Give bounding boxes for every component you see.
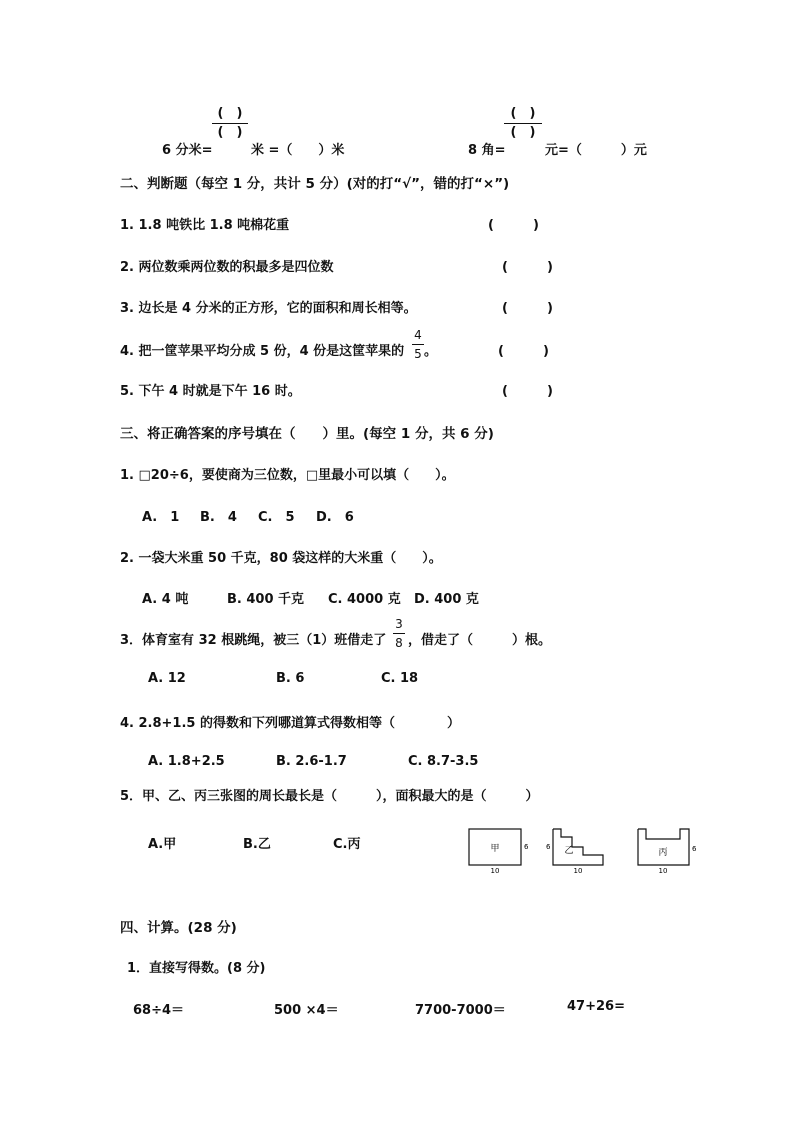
judge-answer-blank-3[interactable]: ( ) [502, 301, 553, 316]
fraction-numerator: ( ) [510, 106, 536, 121]
judge-answer-blank-1[interactable]: ( ) [488, 218, 539, 233]
q5-option-b[interactable]: B.乙 [243, 837, 271, 852]
choice-q3-end: ，借走了（ ）根。 [408, 633, 552, 648]
figure-jia-width: 10 [490, 867, 500, 875]
figure-bing [633, 826, 703, 876]
choice-q2: 2. 一袋大米重 50 千克，80 袋这样的大米重（ ）。 [120, 551, 442, 566]
fraction-numerator: ( ) [217, 106, 243, 121]
q5-option-c[interactable]: C.丙 [333, 837, 361, 852]
figure-yi-label: 乙 [564, 846, 574, 856]
judge-item-4-text: 4. 把一筐苹果平均分成 5 份，4 份是这筐苹果的 [120, 344, 405, 359]
calc-expr-3: 7700-7000＝ [415, 1003, 506, 1018]
choice-q5: 5．甲、乙、丙三张图的周长最长是（ ），面积最大的是（ ） [120, 789, 539, 804]
choice-q3 [120, 629, 386, 648]
figure-yi-height: 6 [546, 843, 551, 851]
judge-answer-blank-5[interactable]: ( ) [502, 384, 553, 399]
section4-heading: 四、计算。(28 分) [120, 920, 237, 936]
judge-item-4 [120, 340, 404, 359]
q4-option-a[interactable]: A. 1.8+2.5 [148, 754, 225, 769]
section3-heading: 三、将正确答案的序号填在（ ）里。(每空 1 分，共 6 分) [120, 426, 494, 442]
calc-expr-1: 68÷4＝ [133, 1003, 185, 1018]
conversion-left-fraction [212, 106, 248, 141]
figure-bing-height: 6 [692, 845, 697, 853]
judge-item-1: 1. 1.8 吨铁比 1.8 吨棉花重 [120, 218, 290, 233]
figure-bing-width: 10 [658, 867, 668, 875]
fraction-denominator: ( ) [217, 125, 243, 140]
figure-jia-label: 甲 [490, 844, 500, 854]
judge-answer-blank-2[interactable]: ( ) [502, 260, 553, 275]
choice-q3-fraction [393, 616, 405, 651]
figure-jia [466, 826, 536, 876]
choice-q1: 1. □20÷6，要使商为三位数，□里最小可以填（ ）。 [120, 468, 455, 483]
fraction-numerator: 3 [395, 617, 403, 631]
fraction-bar [212, 123, 248, 124]
q4-option-b[interactable]: B. 2.6-1.7 [276, 754, 347, 769]
q1-option-c[interactable]: C. 5 [258, 510, 295, 525]
q3-option-a[interactable]: A. 12 [148, 671, 186, 686]
q3-option-c[interactable]: C. 18 [381, 671, 419, 686]
q4-option-c[interactable]: C. 8.7-3.5 [408, 754, 479, 769]
fraction-denominator: ( ) [510, 125, 536, 140]
conversion-right-fraction [504, 106, 542, 141]
judge-answer-blank-4[interactable]: ( ) [498, 344, 549, 359]
judge-item-4-end: 。 [424, 344, 438, 359]
q2-option-a[interactable]: A. 4 吨 [142, 592, 189, 607]
fraction-bar [393, 633, 405, 634]
judge-item-3: 3. 边长是 4 分米的正方形，它的面积和周长相等。 [120, 301, 417, 316]
choice-q4: 4. 2.8+1.5 的得数和下列哪道算式得数相等（ ） [120, 716, 460, 731]
figure-yi [543, 826, 613, 876]
figure-yi-width: 10 [573, 867, 583, 875]
fraction-denominator: 5 [414, 347, 422, 361]
conversion-left-answer: 米 =（ ）米 [251, 143, 345, 158]
judge-item-5: 5. 下午 4 时就是下午 16 时。 [120, 384, 301, 399]
q1-option-a[interactable]: A. 1 [142, 510, 180, 525]
q3-option-b[interactable]: B. 6 [276, 671, 305, 686]
conversion-right-prefix: 8 角= [468, 143, 506, 158]
calc-expr-2: 500 ×4＝ [274, 1003, 339, 1018]
fraction-denominator: 8 [395, 636, 403, 650]
q1-option-d[interactable]: D. 6 [316, 510, 354, 525]
calc-expr-4: 47+26= [567, 999, 625, 1014]
q2-option-d[interactable]: D. 400 克 [414, 592, 479, 607]
section2-heading: 二、判断题（每空 1 分，共计 5 分）(对的打“√”，错的打“×”) [120, 176, 510, 192]
figure-bing-label: 丙 [658, 848, 668, 858]
q2-option-c[interactable]: C. 4000 克 [328, 592, 401, 607]
choice-q3-text: 3．体育室有 32 根跳绳，被三（1）班借走了 [120, 633, 387, 648]
fraction-numerator: 4 [414, 328, 422, 342]
section4-sub1: 1．直接写得数。(8 分) [127, 961, 266, 976]
fraction-bar [412, 344, 424, 345]
conversion-left-prefix: 6 分米= [162, 143, 213, 158]
q2-option-b[interactable]: B. 400 千克 [227, 592, 305, 607]
judge-item-4-fraction [412, 327, 424, 362]
q1-option-b[interactable]: B. 4 [200, 510, 237, 525]
q5-option-a[interactable]: A.甲 [148, 837, 177, 852]
judge-item-2: 2. 两位数乘两位数的积最多是四位数 [120, 260, 334, 275]
figure-jia-height: 6 [524, 843, 529, 851]
conversion-right-answer: 元=（ ）元 [545, 143, 647, 158]
fraction-bar [504, 123, 542, 124]
